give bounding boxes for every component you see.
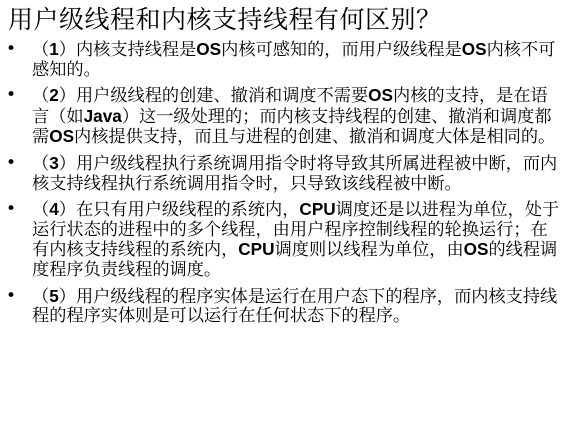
bullet-text <box>32 154 560 194</box>
bold-term: 1 <box>49 39 59 59</box>
text-run: 内核可感知的，而用户级线程是 <box>221 40 462 60</box>
bullet-item-4 <box>0 200 564 280</box>
bullet-text <box>32 86 560 148</box>
text-run: ）用户级线程的创建、撤消和调度不需要 <box>58 86 369 107</box>
text-run: （ <box>32 200 50 221</box>
text-run: ）用户级线程执行系统调用指令时将导致其所属进程被中断，而内核支持线程执行系统调用指令时，只导致该线程被中断。 <box>32 153 558 194</box>
text-run: ）这一级处理的；而内核支持线程的创建、撤消和调度都需 <box>32 106 552 148</box>
bold-term: OS <box>368 85 393 106</box>
text-run: 内核提供支持，而且与进程的创建、撤消和调度大体是相同的。 <box>74 127 556 148</box>
text-run: （ <box>32 153 50 174</box>
text-run: （ <box>32 86 50 107</box>
bold-term: 2 <box>49 85 59 106</box>
text-run: 调度还是以进程为单位，处于运行状态的进程中的多个线程，由用户程序控制线程的轮换运行；在有内核支持线程的系统内， <box>32 200 560 261</box>
bullet-icon: • <box>6 285 17 306</box>
bullet-icon: • <box>6 152 17 173</box>
text-run: 调度则以线程为单位，由 <box>274 240 464 261</box>
bullet-text <box>32 200 560 280</box>
bullet-icon: • <box>6 199 17 220</box>
bullet-text <box>32 40 560 80</box>
bullet-icon: • <box>6 85 17 106</box>
text-run: （ <box>32 40 50 60</box>
text-run: （ <box>32 286 50 307</box>
bold-term: OS <box>461 39 487 59</box>
text-run: 内核的支持，是在语言（如 <box>32 86 548 127</box>
text-run: ）在只有用户级线程的系统内， <box>58 200 300 221</box>
bullet-list <box>0 40 564 333</box>
bullet-item-3 <box>0 154 564 194</box>
text-run: ）内核支持线程是 <box>58 40 197 60</box>
text-run: 的线程调度程序负责线程的调度。 <box>32 240 558 280</box>
bullet-text <box>32 287 560 327</box>
bold-term: 4 <box>49 199 59 220</box>
bold-term: CPU <box>299 199 336 220</box>
bold-term: 5 <box>49 285 59 306</box>
slide-title: 用户级线程和内核支持线程有何区别？ <box>8 5 442 34</box>
bold-term: OS <box>49 126 75 147</box>
bullet-item-2 <box>0 86 564 148</box>
bold-term: CPU <box>238 239 275 260</box>
text-run: 内核不可感知的。 <box>32 40 556 80</box>
bullet-icon: • <box>6 39 17 59</box>
bullet-item-1 <box>0 40 564 80</box>
bold-term: OS <box>463 239 489 260</box>
bold-term: Java <box>83 105 122 126</box>
text-run: ）用户级线程的程序实体是运行在用户态下的程序，而内核支持线程的程序实体则是可以运行在任何状态下的程序。 <box>32 286 558 327</box>
bullet-item-5 <box>0 287 564 327</box>
bold-term: OS <box>196 39 222 59</box>
bold-term: 3 <box>49 152 59 173</box>
